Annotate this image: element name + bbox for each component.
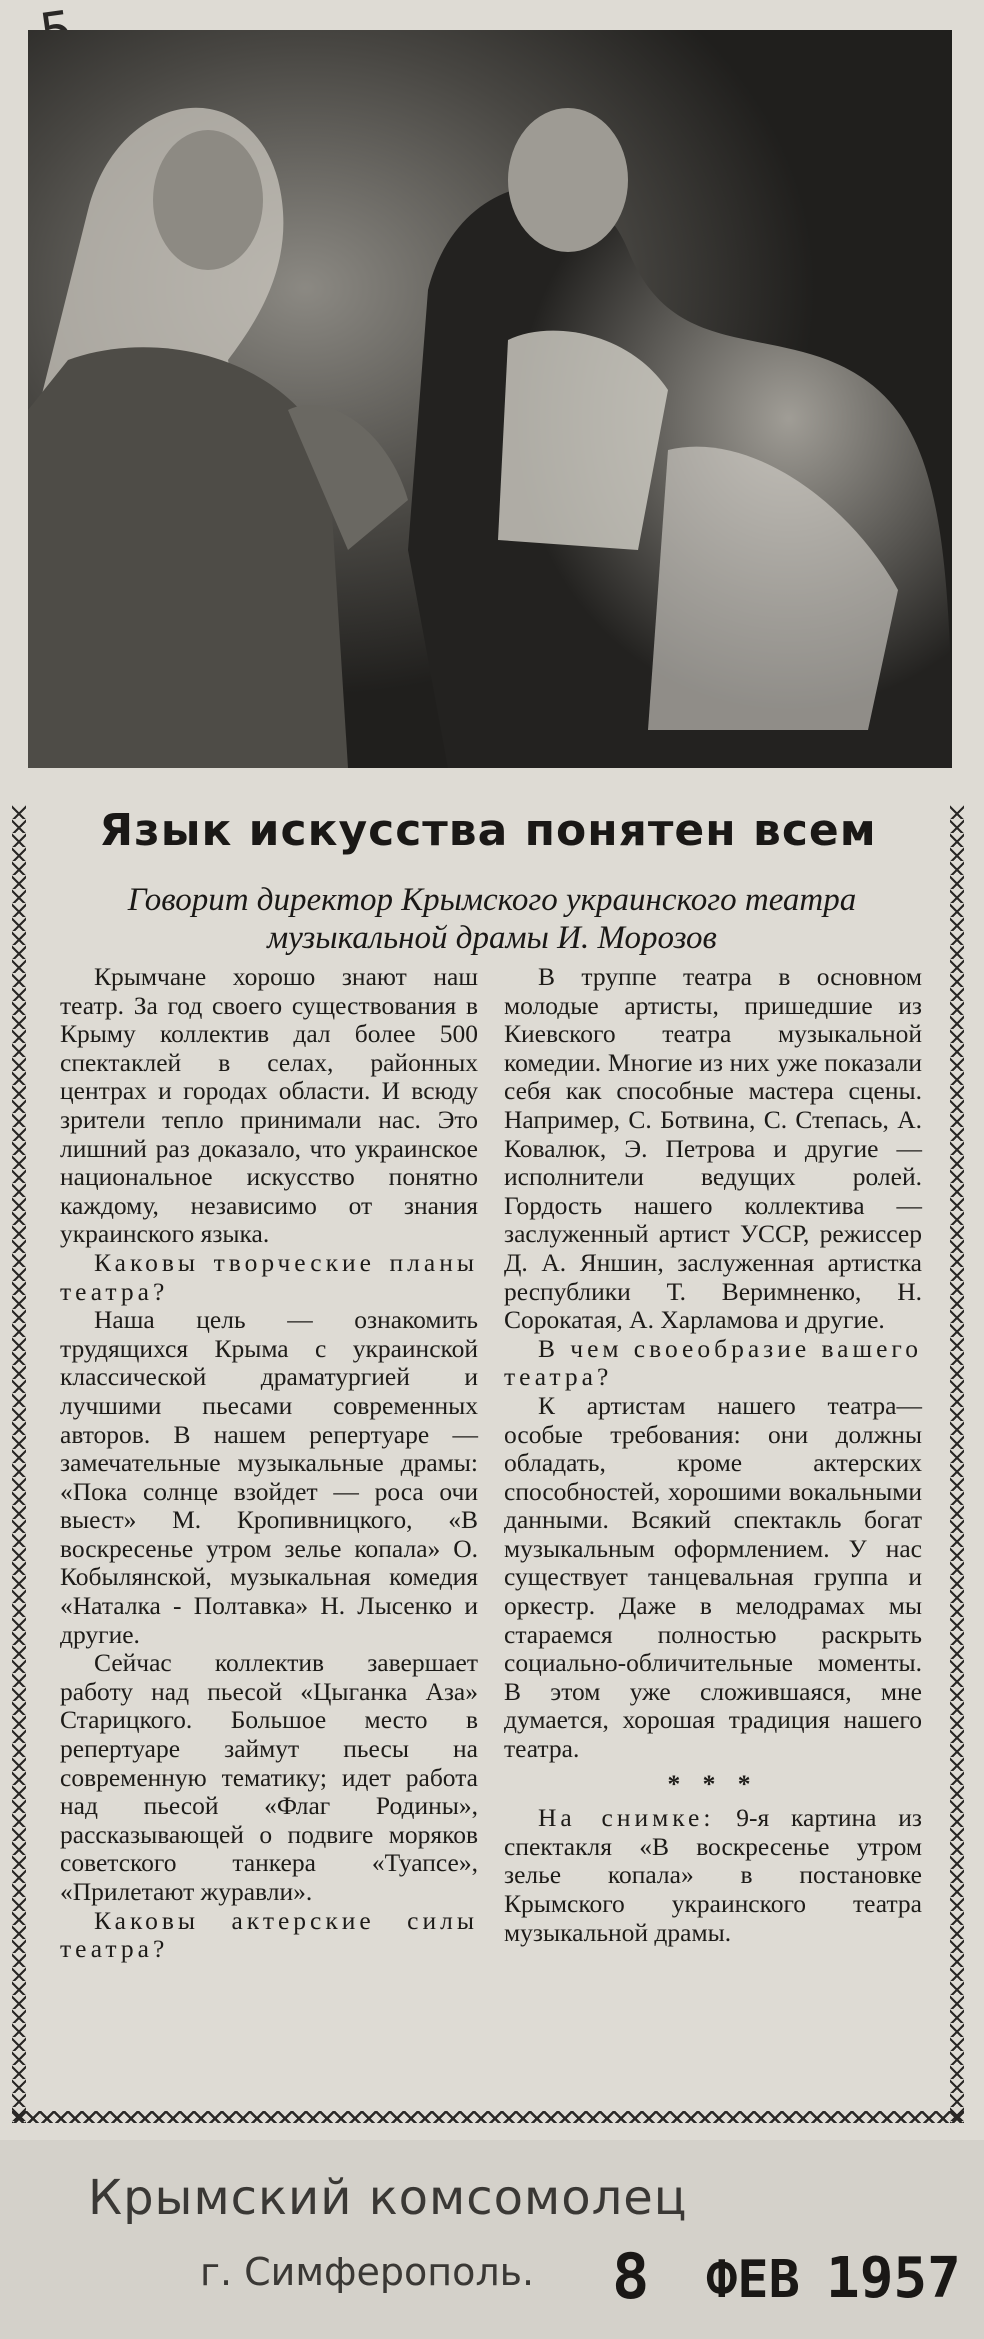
article-subhead: Говорит директор Крымского украинского театра музыкальной драмы И. Морозов [127, 882, 857, 956]
article-headline: Язык искусства понятен всем [99, 805, 877, 856]
photo-illustration [28, 30, 952, 768]
zigzag-border-left [12, 805, 26, 2123]
paragraph: В труппе театра в основном молодые артисты, пришедшие из Киевского театра музыкальной комедии. Многие из них уже показали себя как способные мастера сцены. Например, С. Ботвина, С. Степась, А. Ковалюк, Э. Петрова и другие — исполнители ведущих ролей. Гордость нашего коллектива — заслуженный артист УССР, режиссер Д. А. Яншин, заслуженная артистка республики Т. Веримненко, Н. Сорокатая, А. Харламова и другие. [504, 962, 922, 1335]
interview-question: Каковы творческие планы театра? [60, 1247, 478, 1306]
stamp-newspaper-name: Крымский комсомолец [88, 2170, 688, 2226]
woman-face-shape [153, 130, 263, 270]
stamp-date-year: 1957 [826, 2246, 961, 2311]
article-column-right [504, 963, 922, 1947]
theatre-scene-photo [28, 30, 952, 768]
article [12, 805, 964, 2123]
zigzag-border-bottom [12, 2111, 964, 2123]
zigzag-border-right [950, 805, 964, 2123]
stamp-date-day: 8 [612, 2240, 650, 2313]
stamp-city: г. Симферополь. [200, 2250, 535, 2294]
man-shirt-shape [498, 331, 668, 550]
caption-label: На снимке: [538, 1803, 715, 1833]
stamp-date-month: ФЕВ [706, 2250, 800, 2310]
interview-question: Каковы актерские силы театра? [60, 1905, 478, 1964]
paragraph: Крымчане хорошо знают наш театр. За год своего существования в Крыму коллектив дал более 500 спектаклей в селах, районных центрах и городах области. И всюду зрители тепло принимали нас. Это лишний раз доказало, что украинское национальное искусство понятно каждому, независимо от знания украинского языка. [60, 962, 478, 1249]
interview-question: В чем своеобразие вашего театра? [504, 1333, 922, 1392]
man-face-shape [508, 108, 628, 252]
paragraph: Сейчас коллектив завершает работу над пьесой «Цыганка Аза» Старицкого. Большое место в репертуаре займут пьесы на современную тематику; идет работа над пьесой «Флаг Родины», рассказывающей о подвиге моряков советского танкера «Туапсе», «Прилетают журавли». [60, 1648, 478, 1906]
caption-text: 9-я картина из спектакля «В воскресенье утром зелье копала» в постановке Крымского украинского театра музыкальной драмы. [504, 1803, 923, 1947]
paragraph: К артистам нашего театра—особые требования: они должны обладать, кроме актерских способностей, хорошими вокальными данными. Всякий спектакль богат музыкальным оформлением. У нас существует танцевальная группа и оркестр. Даже в мелодрамах мы стараемся полностью раскрыть социально-обличительные моменты. В этом уже сложившаяся, мне думается, хорошая традиция нашего театра. [504, 1390, 922, 1764]
photo-caption [504, 1804, 922, 1947]
section-divider-stars: * * * [667, 1768, 759, 1798]
article-column-left [60, 963, 478, 1964]
archive-stamp [0, 2140, 984, 2339]
paragraph: Наша цель — ознакомить трудящихся Крыма с украинской классической драматургией и лучшими пьесами современных авторов. В нашем репертуаре — замечательные музыкальные драмы: «Пока солнце взойдет — роса очи выест» М. Кропивницкого, «В воскресенье утром зелье копала» О. Кобылянской, музыкальная комедия «Наталка - Полтавка» Н. Лысенко и другие. [60, 1305, 478, 1649]
